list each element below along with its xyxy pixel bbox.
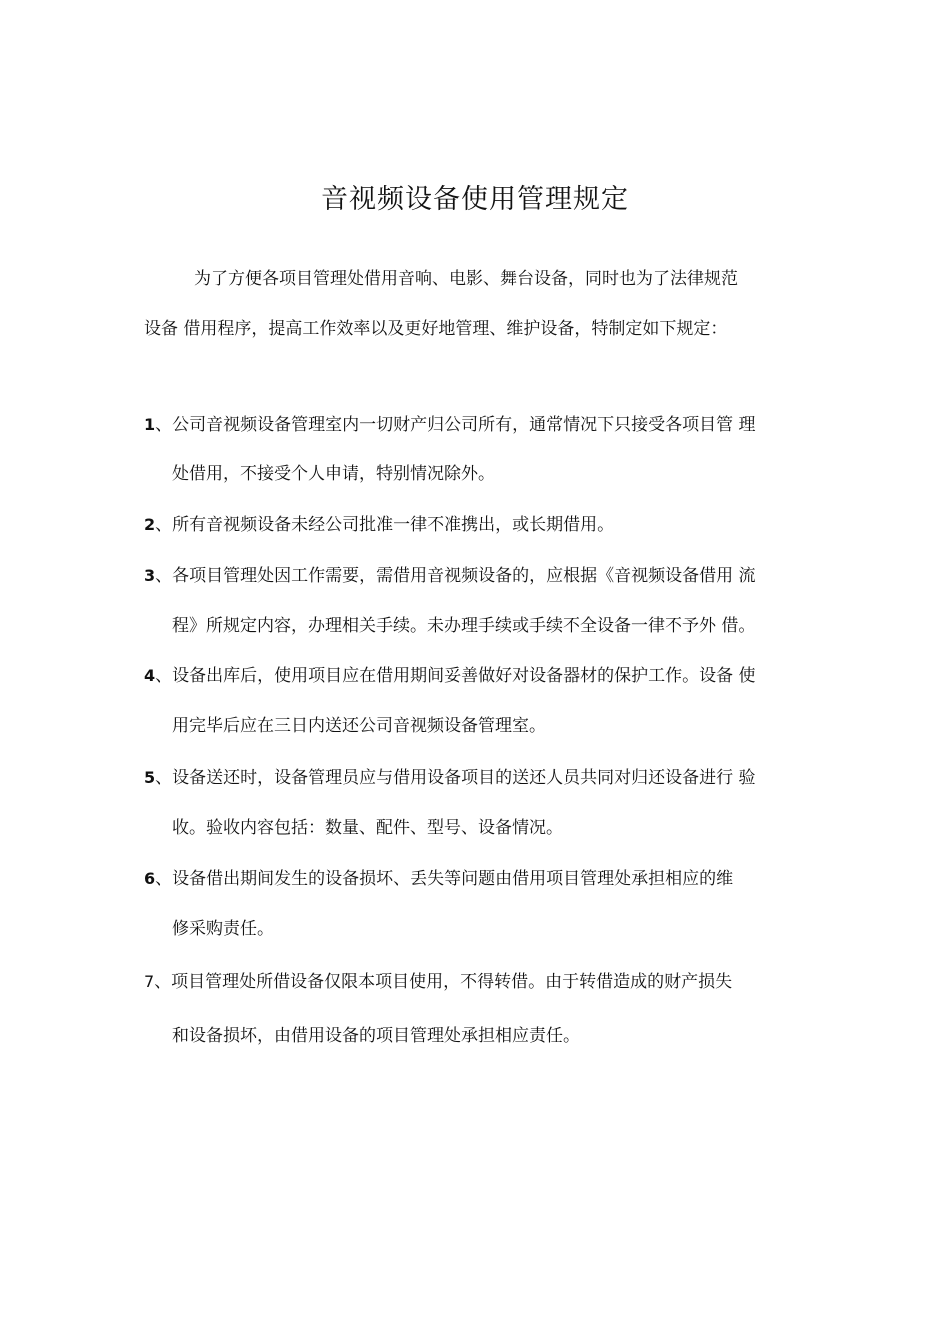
intro-line-1: 为了方便各项目管理处借用音响、电影、舞台设备，同时也为了法律规范 [194, 269, 738, 289]
rule-1-line-1: 、公司音视频设备管理室内一切财产归公司所有，通常情况下只接受各项目管 理 [155, 415, 756, 435]
rule-3-line-2: 程》所规定内容，办理相关手续。未办理手续或手续不全设备一律不予外 借。 [172, 616, 756, 636]
rule-1-number: 1 [144, 415, 156, 434]
rule-4-number: 4 [144, 666, 156, 685]
rule-5-line-1: 、设备送还时，设备管理员应与借用设备项目的送还人员共同对归还设备进行 验 [155, 768, 756, 788]
rule-7-line-1: 、项目管理处所借设备仅限本项目使用，不得转借。由于转借造成的财产损失 [154, 972, 733, 992]
document-title: 音视频设备使用管理规定 [321, 184, 629, 215]
rule-7-line-2: 和设备损坏，由借用设备的项目管理处承担相应责任。 [172, 1026, 580, 1046]
rule-4-line-1: 、设备出库后，使用项目应在借用期间妥善做好对设备器材的保护工作。设备 使 [155, 666, 756, 686]
rule-3 [144, 562, 756, 590]
rule-2 [144, 511, 614, 539]
rule-6-line-1: 、设备借出期间发生的设备损坏、丢失等问题由借用项目管理处承担相应的维 [155, 869, 734, 889]
rule-6-line-2: 修采购责任。 [172, 919, 274, 939]
rule-4 [144, 662, 756, 690]
rule-2-number: 2 [144, 515, 156, 534]
rule-5 [144, 764, 756, 792]
rule-1-line-2: 处借用，不接受个人申请，特别情况除外。 [172, 464, 495, 484]
rule-1 [144, 411, 756, 439]
rule-7 [144, 968, 732, 996]
rule-5-line-2: 收。验收内容包括：数量、配件、型号、设备情况。 [172, 818, 563, 838]
rule-4-line-2: 用完毕后应在三日内送还公司音视频设备管理室。 [172, 716, 546, 736]
intro-line-2: 设备 借用程序，提高工作效率以及更好地管理、维护设备，特制定如下规定： [144, 319, 728, 339]
rule-6-number: 6 [144, 869, 156, 888]
rule-7-number: 7 [144, 972, 155, 991]
rule-3-number: 3 [144, 566, 156, 585]
rule-6 [144, 865, 733, 893]
rule-3-line-1: 、各项目管理处因工作需要，需借用音视频设备的，应根据《音视频设备借用 流 [155, 566, 756, 586]
rule-5-number: 5 [144, 768, 156, 787]
rule-2-line-1: 、所有音视频设备未经公司批准一律不准携出，或长期借用。 [155, 515, 615, 535]
